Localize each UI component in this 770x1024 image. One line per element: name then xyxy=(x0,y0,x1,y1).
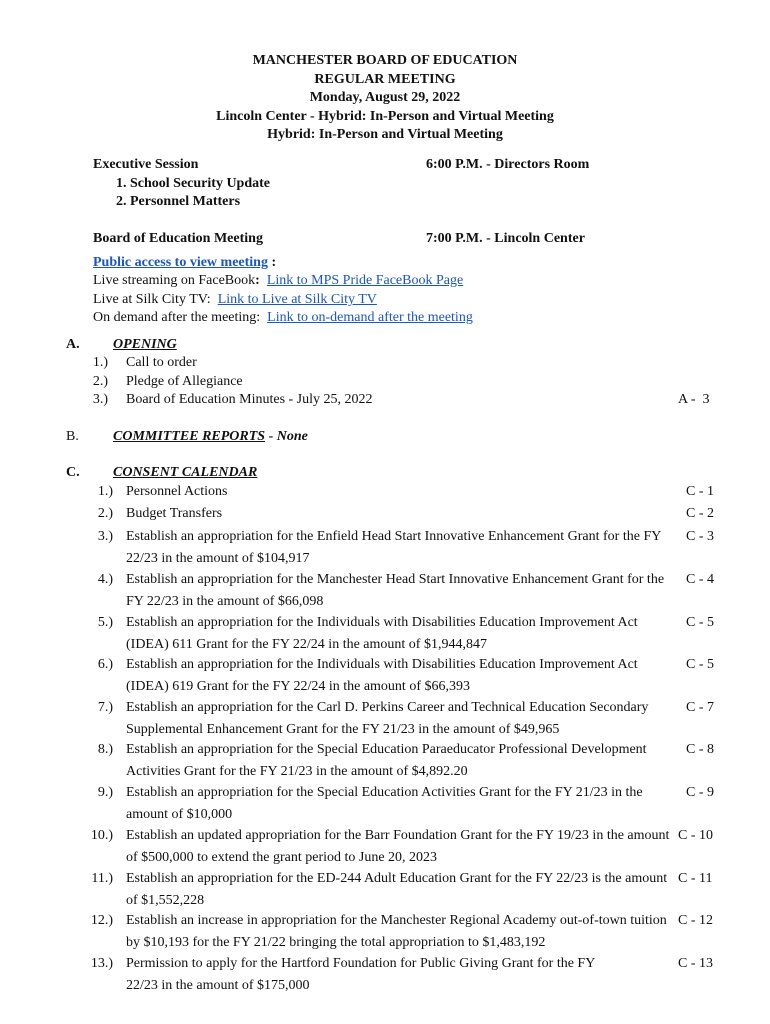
item-text: Budget Transfers xyxy=(126,506,223,521)
item-number: 1.) xyxy=(97,484,113,499)
item-text: Call to order xyxy=(126,355,197,370)
on-demand-line xyxy=(93,309,473,327)
public-access-link[interactable]: Public access to view meeting xyxy=(93,255,268,270)
on-demand-prefix: On demand after the meeting: xyxy=(93,310,261,325)
item-number: 11.) xyxy=(91,871,113,886)
item-code: C - 9 xyxy=(686,785,714,800)
boe-meeting-title: Board of Education Meeting xyxy=(93,231,263,246)
item-code: C - 5 xyxy=(686,615,714,630)
item-text: Establish an appropriation for the Enfield Head Start Innovative Enhancement Grant for the FY 22/23 in the amount of $104,917 xyxy=(126,529,661,566)
header-line-1: MANCHESTER BOARD OF EDUCATION xyxy=(252,53,518,68)
silk-city-link[interactable]: Link to Live at Silk City TV xyxy=(217,292,377,307)
item-code: C - 7 xyxy=(686,700,714,715)
item-number: 2.) xyxy=(97,506,113,521)
facebook-colon: : xyxy=(255,273,260,288)
executive-session-title: Executive Session xyxy=(93,157,199,172)
item-code: A - 3 xyxy=(678,392,710,407)
item-text: Establish an appropriation for the Special Education Activities Grant for the FY 21/23 in the amount of $10,000 xyxy=(126,785,643,822)
item-code: C - 3 xyxy=(686,529,714,544)
item-code: C - 10 xyxy=(678,828,713,843)
silk-city-prefix: Live at Silk City TV: xyxy=(93,292,211,307)
item-text: Establish an updated appropriation for the Barr Foundation Grant for the FY 19/23 in the amount of $500,000 to extend the grant period to June 20, 2023 xyxy=(126,828,670,865)
item-text: Establish an appropriation for the ED-244 Adult Education Grant for the FY 22/23 is the amount of $1,552,228 xyxy=(126,871,668,908)
item-text: Establish an appropriation for the Special Education Paraeducator Professional Development Activities Grant for the FY 21/23 in the amount of $4,892.20 xyxy=(126,742,647,779)
item-number: 3.) xyxy=(92,392,108,407)
item-text: Permission to apply for the Hartford Foundation for Public Giving Grant for the FY 22/23 in the amount of $175,000 xyxy=(126,956,595,993)
item-code: C - 13 xyxy=(678,956,713,971)
item-code: C - 5 xyxy=(686,657,714,672)
item-text: Establish an appropriation for the Carl D. Perkins Career and Technical Education Secondary Supplemental Enhancement Grant for the FY 21/23 in the amount of $49,965 xyxy=(126,700,649,737)
item-text: Establish an appropriation for the Manchester Head Start Innovative Enhancement Grant for the FY 22/23 in the amount of $66,098 xyxy=(126,572,665,609)
item-number: 10.) xyxy=(90,828,113,843)
facebook-line xyxy=(93,272,463,290)
boe-meeting-time: 7:00 P.M. - Lincoln Center xyxy=(426,231,585,246)
section-c-letter: C. xyxy=(66,465,80,480)
executive-item: 2. Personnel Matters xyxy=(116,194,241,209)
item-number: 8.) xyxy=(97,742,113,757)
section-b-title: COMMITTEE REPORTS xyxy=(113,429,266,444)
header-line-4: Lincoln Center - Hybrid: In-Person and Virtual Meeting xyxy=(216,108,554,124)
header-line-2: REGULAR MEETING xyxy=(314,71,456,87)
item-text: Board of Education Minutes - July 25, 2022 xyxy=(126,392,373,407)
item-text: Establish an increase in appropriation for the Manchester Regional Academy out-of-town tuition by $10,193 for the FY 21/22 bringing the total appropriation to $1,483,192 xyxy=(126,913,667,950)
section-a-letter: A. xyxy=(66,337,80,352)
item-number: 13.) xyxy=(90,956,113,971)
public-access-suffix: : xyxy=(267,255,277,270)
section-b-heading xyxy=(113,428,308,446)
public-access-line xyxy=(93,254,276,272)
item-number: 12.) xyxy=(90,913,113,928)
item-code: C - 1 xyxy=(686,484,714,499)
item-code: C - 2 xyxy=(686,506,714,521)
on-demand-link[interactable]: Link to on-demand after the meeting xyxy=(267,310,473,325)
item-code: C - 12 xyxy=(678,913,713,928)
item-number: 3.) xyxy=(97,529,113,544)
silk-city-line xyxy=(93,291,377,309)
item-number: 1.) xyxy=(92,355,108,370)
item-text: Pledge of Allegiance xyxy=(126,374,243,389)
item-code: C - 4 xyxy=(686,572,714,587)
item-code: C - 8 xyxy=(686,742,714,757)
item-text: Establish an appropriation for the Individuals with Disabilities Education Improvement Act (IDEA) 611 Grant for the FY 22/24 in the amount of $1,944,847 xyxy=(126,615,638,652)
item-number: 7.) xyxy=(97,700,113,715)
agenda-header xyxy=(0,52,770,145)
section-b-letter: B. xyxy=(66,429,79,444)
section-b-suffix: - None xyxy=(265,429,308,444)
item-code: C - 11 xyxy=(678,871,713,886)
section-a-title: OPENING xyxy=(113,337,177,352)
item-number: 5.) xyxy=(97,615,113,630)
item-number: 6.) xyxy=(97,657,113,672)
executive-item: 1. School Security Update xyxy=(116,176,270,191)
item-number: 4.) xyxy=(97,572,113,587)
item-number: 9.) xyxy=(97,785,113,800)
facebook-link[interactable]: Link to MPS Pride FaceBook Page xyxy=(266,273,464,288)
section-c-title: CONSENT CALENDAR xyxy=(113,465,258,480)
item-number: 2.) xyxy=(92,374,108,389)
facebook-prefix: Live streaming on FaceBook xyxy=(93,273,256,288)
executive-session-time: 6:00 P.M. - Directors Room xyxy=(426,157,590,172)
header-line-5: Hybrid: In-Person and Virtual Meeting xyxy=(267,127,503,142)
header-line-3: Monday, August 29, 2022 xyxy=(309,90,461,105)
item-text: Establish an appropriation for the Individuals with Disabilities Education Improvement Act (IDEA) 619 Grant for the FY 22/24 in the amount of $66,393 xyxy=(126,657,638,694)
item-text: Personnel Actions xyxy=(126,484,228,499)
